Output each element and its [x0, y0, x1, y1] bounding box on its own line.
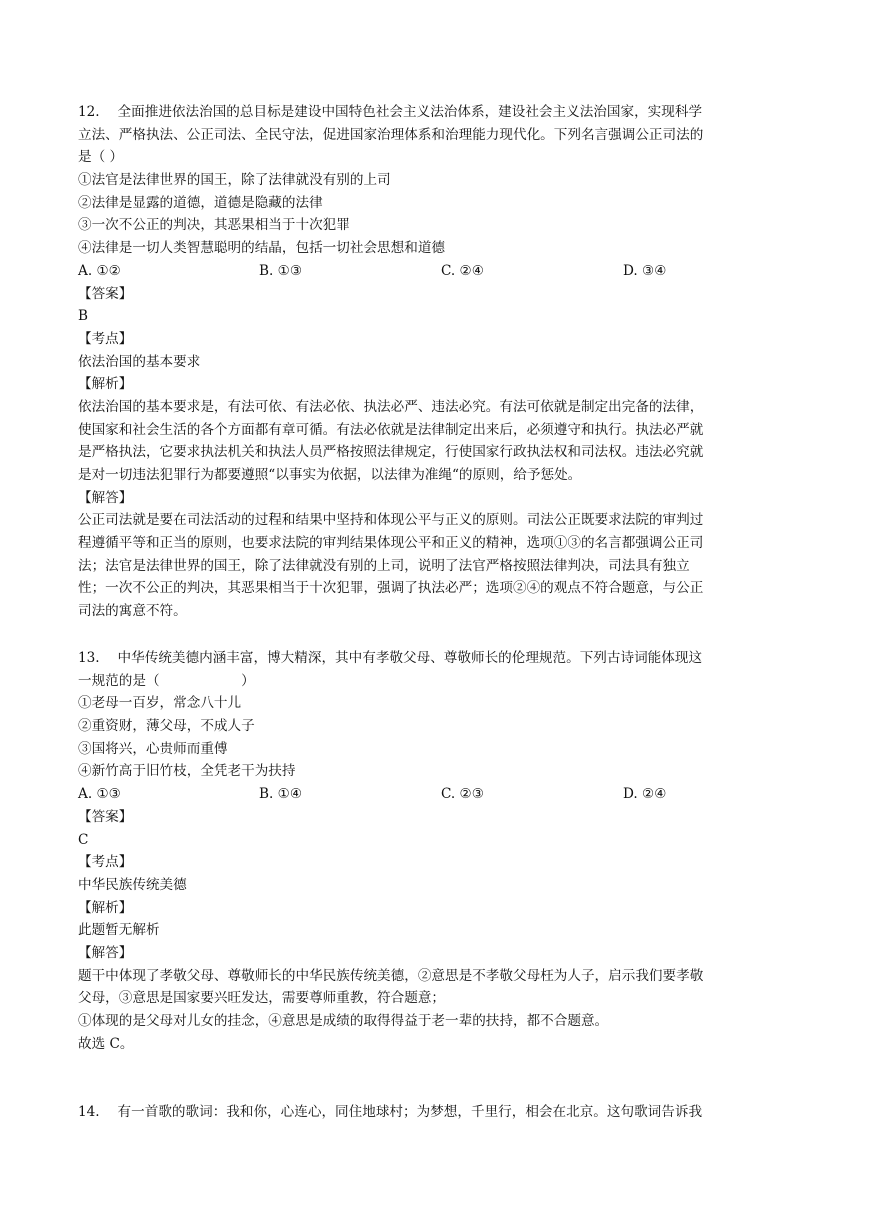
solution-line: 题干中体现了孝敬父母、尊敬师长的中华民族传统美德，②意思是不孝敬父母枉为人子，启示我们要孝敬 [78, 967, 704, 984]
point-value: 依法治国的基本要求 [78, 353, 201, 370]
question-13 [78, 647, 794, 1055]
analysis-line: 是严格执法，它要求执法机关和执法人员严格按照法律规定，行使国家行政执法权和司法权。违法必究就 [78, 444, 704, 461]
analysis-label: 【解析】 [78, 899, 133, 916]
analysis-line: 依法治国的基本要求是，有法可依、有法必依、执法必严、违法必究。有法可依就是制定出完备的法律， [78, 398, 704, 415]
solution-line: 法；法官是法律世界的国王，除了法律就没有别的上司，说明了法官严格按照法律判决，司法具有独立 [78, 557, 690, 574]
analysis-label: 【解析】 [78, 376, 133, 393]
point-label: 【考点】 [78, 854, 133, 871]
answer-label: 【答案】 [78, 285, 133, 302]
solution-line: 司法的寓意不符。 [78, 603, 187, 620]
answer-value: C [78, 831, 89, 848]
solution-line: 父母，③意思是国家要兴旺发达，需要尊师重教，符合题意； [78, 990, 446, 1007]
statement-2: ②法律是显露的道德，道德是隐藏的法律 [78, 194, 323, 211]
solution-label: 【解答】 [78, 489, 133, 506]
question-14 [78, 1101, 794, 1124]
analysis-line: 使国家和社会生活的各个方面都有章可循。有法必依就是法律制定出来后，必须遵守和执行。执法必严就 [78, 421, 704, 438]
question-12 [78, 101, 794, 623]
answer-label: 【答案】 [78, 808, 133, 825]
statement-4: ④法律是一切人类智慧聪明的结晶，包括一切社会思想和道德 [78, 240, 446, 257]
solution-line: 程遵循平等和正当的原则，也要求法院的审判结果体现公平和正义的精神，选项①③的名言都强调公正司 [78, 535, 704, 552]
analysis-line: 是对一切违法犯罪行为都要遵照“以事实为依据，以法律为准绳“的原则，给予惩处。 [78, 467, 582, 483]
option-c: C. ②④ [441, 262, 484, 279]
question-stem-line: 12. 全面推进依法治国的总目标是建设中国特色社会主义法治体系，建设社会主义法治国家，实现科学 [78, 104, 703, 120]
answer-value: B [78, 308, 88, 325]
solution-line: 性；一次不公正的判决，其恶果相当于十次犯罪，强调了执法必严；选项②④的观点不符合题意，与公正 [78, 580, 704, 597]
point-value: 中华民族传统美德 [78, 876, 187, 893]
option-c: C. ②③ [441, 786, 484, 803]
point-label: 【考点】 [78, 330, 133, 347]
option-b: B. ①④ [259, 786, 303, 803]
options-row [78, 783, 794, 806]
analysis-line: 此题暂无解析 [78, 922, 160, 939]
statement-1: ①法官是法律世界的国王，除了法律就没有别的上司 [78, 172, 391, 189]
solution-line: ①体现的是父母对儿女的挂念，④意思是成绩的取得得益于老一辈的扶持，都不合题意。 [78, 1013, 609, 1029]
solution-line: 故选 C。 [78, 1035, 134, 1052]
statement-1: ①老母一百岁，常念八十儿 [78, 695, 242, 712]
question-stem-line: 14. 有一首歌的歌词：我和你，心连心，同住地球村；为梦想，千里行，相会在北京。这句歌词告诉我 [78, 1104, 703, 1120]
solution-line: 公正司法就是要在司法活动的过程和结果中坚持和体现公平与正义的原则。司法公正既要求法院的审判过 [78, 512, 704, 529]
option-d: D. ③④ [623, 262, 667, 279]
solution-label: 【解答】 [78, 944, 133, 961]
question-stem-line: 是（ ） [78, 149, 124, 166]
question-stem-line: 一规范的是（ ） [78, 672, 255, 689]
question-stem-line: 13. 中华传统美德内涵丰富，博大精深，其中有孝敬父母、尊敬师长的伦理规范。下列古诗词能体现这 [78, 650, 703, 666]
options-row [78, 260, 794, 283]
option-a: A. ①② [78, 262, 121, 279]
option-d: D. ②④ [623, 786, 667, 803]
option-b: B. ①③ [259, 262, 303, 279]
statement-3: ③国将兴，心贵师而重傅 [78, 740, 228, 757]
statement-4: ④新竹高于旧竹枝，全凭老干为扶持 [78, 763, 296, 780]
statement-3: ③一次不公正的判决，其恶果相当于十次犯罪 [78, 217, 350, 234]
statement-2: ②重资财，薄父母，不成人子 [78, 718, 255, 735]
option-a: A. ①③ [78, 786, 121, 803]
question-stem-line: 立法、严格执法、公正司法、全民守法，促进国家治理体系和治理能力现代化。下列名言强调公正司法的 [78, 126, 704, 143]
